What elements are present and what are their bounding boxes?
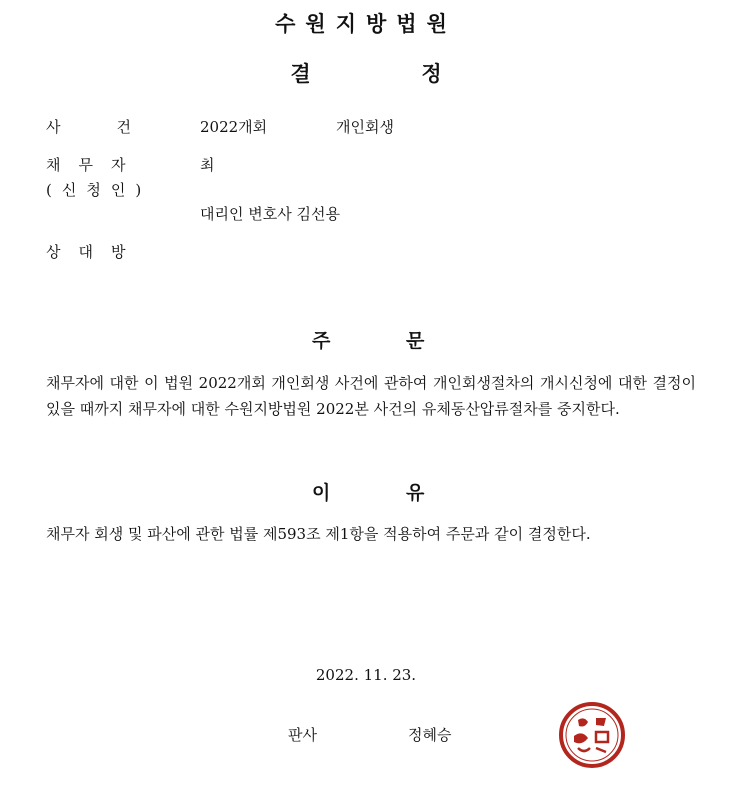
judge-seal-icon [556, 700, 628, 770]
order-text: 채무자에 대한 이 법원 2022개회 개인회생 사건에 관하여 개인회생절차의 개시신청에 대한 결정이 있을 때까지 채무자에 대한 수원지방법원 2022본 사건의 유체동산압류절차를 중지한다. [46, 374, 696, 418]
case-name: 개인회생 [336, 118, 394, 136]
document-type-left: 결 [290, 62, 311, 86]
order-title-left: 주 [312, 330, 331, 352]
judge-name: 정혜승 [408, 726, 452, 744]
reason-title-left: 이 [312, 482, 331, 504]
debtor-sub-label: (신청인) [46, 181, 152, 199]
decision-date: 2022. 11. 23. [315, 666, 417, 684]
debtor-name: 최 [200, 156, 215, 174]
order-title-right: 문 [406, 330, 425, 352]
opponent-label: 상대방 [46, 243, 144, 261]
agent-name: 대리인 변호사 김선용 [200, 205, 340, 223]
reason-text: 채무자 회생 및 파산에 관한 법률 제593조 제1항을 적용하여 주문과 같이 결정한다. [46, 525, 591, 543]
reason-title-right: 유 [406, 482, 425, 504]
case-number: 2022개회 [200, 118, 268, 136]
case-label: 사건 [46, 118, 187, 136]
document-type [0, 58, 732, 88]
court-name: 수원지방법원 [275, 12, 457, 36]
document-type-right: 정 [421, 62, 442, 86]
judge-label: 판사 [288, 726, 317, 744]
debtor-label: 채무자 [46, 156, 144, 174]
